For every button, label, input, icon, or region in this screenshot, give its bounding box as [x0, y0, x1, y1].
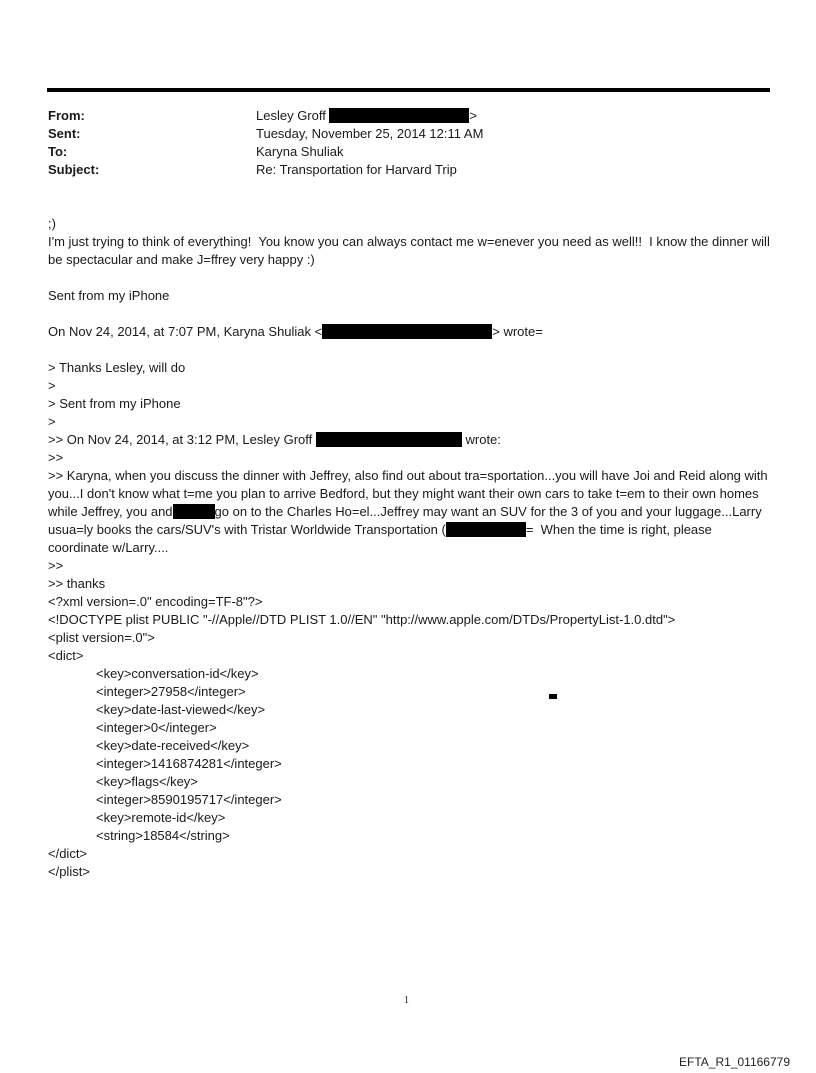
quote-prefix: >> On Nov 24, 2014, at 3:12 PM, Lesley Groff	[48, 432, 313, 447]
sent-from-line: Sent from my iPhone	[48, 288, 170, 303]
xml-line: <integer>8590195717</integer>	[96, 792, 282, 807]
xml-line: <!DOCTYPE plist PUBLIC "-//Apple//DTD PLIST 1.0//EN" "http://www.apple.com/DTDs/PropertyList-1.0.dtd">	[48, 612, 676, 627]
quoted-paragraph	[48, 467, 770, 557]
xml-line: <integer>27958</integer>	[96, 684, 246, 699]
xml-line: <dict>	[48, 648, 84, 663]
xml-line: </dict>	[48, 846, 88, 861]
on-wrote-line	[48, 323, 543, 341]
from-suffix: >	[469, 108, 478, 123]
quote-line: > Thanks Lesley, will do	[48, 360, 186, 375]
wink-line: ;)	[48, 216, 56, 231]
subject-value: Re: Transportation for Harvard Trip	[256, 162, 457, 177]
xml-line: <key>date-received</key>	[96, 738, 250, 753]
xml-line: <key>conversation-id</key>	[96, 666, 259, 681]
redaction-box	[329, 108, 469, 123]
header-rule	[47, 88, 770, 92]
from-name: Lesley Groff	[256, 108, 326, 123]
sent-label: Sent:	[48, 126, 81, 141]
redaction-box	[316, 432, 462, 447]
xml-line: <string>18584</string>	[96, 828, 230, 843]
page-number: 1	[404, 995, 409, 1006]
redaction-box	[322, 324, 492, 339]
on-wrote-suffix: > wrote=	[492, 324, 543, 339]
subject-label: Subject:	[48, 162, 100, 177]
from-label: From:	[48, 108, 85, 123]
quote-line: >	[48, 378, 56, 393]
quote-part-1: >> Karyna, when you discuss the dinner with Jeffrey, also find out about tra=sportation...you will have Joi and Reid along with you...I don't know what t=me you plan to arrive Bedford, but they might want their own cars to take t=em to their own homes while Jeffrey, you and	[48, 468, 772, 519]
quote-line: >	[48, 414, 56, 429]
from-value	[256, 107, 477, 125]
quote-suffix: wrote:	[465, 432, 501, 447]
xml-line: <key>flags</key>	[96, 774, 198, 789]
quote-line: >> thanks	[48, 576, 106, 591]
quote-line: >>	[48, 450, 64, 465]
to-value: Karyna Shuliak	[256, 144, 344, 159]
redaction-box	[446, 522, 526, 537]
quote-part-3: = When the time is right, please coordinate w/Larry....	[48, 522, 716, 555]
quote-line: > Sent from my iPhone	[48, 396, 181, 411]
redaction-mark	[549, 694, 557, 699]
xml-line: <plist version=.0">	[48, 630, 155, 645]
xml-line: <integer>0</integer>	[96, 720, 217, 735]
redaction-box	[173, 504, 215, 519]
quote-line: >>	[48, 558, 64, 573]
xml-line: <?xml version=.0" encoding=TF-8"?>	[48, 594, 263, 609]
xml-line: <integer>1416874281</integer>	[96, 756, 282, 771]
body-paragraph: I'm just trying to think of everything! You know you can always contact me w=enever you need as well!! I know the dinner will be spectacular and make J=ffrey very happy :)	[48, 234, 774, 267]
quote-part-2: go on to the Charles Ho=el...Jeffrey may want an SUV for the 3 of you and your luggage...Larry usua=ly books the cars/SUV's with Tristar Worldwide Transportation (	[48, 504, 766, 537]
on-wrote-prefix: On Nov 24, 2014, at 7:07 PM, Karyna Shuliak <	[48, 324, 323, 339]
xml-line: <key>remote-id</key>	[96, 810, 226, 825]
to-label: To:	[48, 144, 68, 159]
quote-line	[48, 431, 501, 449]
xml-line: <key>date-last-viewed</key>	[96, 702, 266, 717]
sent-value: Tuesday, November 25, 2014 12:11 AM	[256, 126, 484, 141]
document-id: EFTA_R1_01166779	[679, 1055, 790, 1069]
xml-line: </plist>	[48, 864, 90, 879]
